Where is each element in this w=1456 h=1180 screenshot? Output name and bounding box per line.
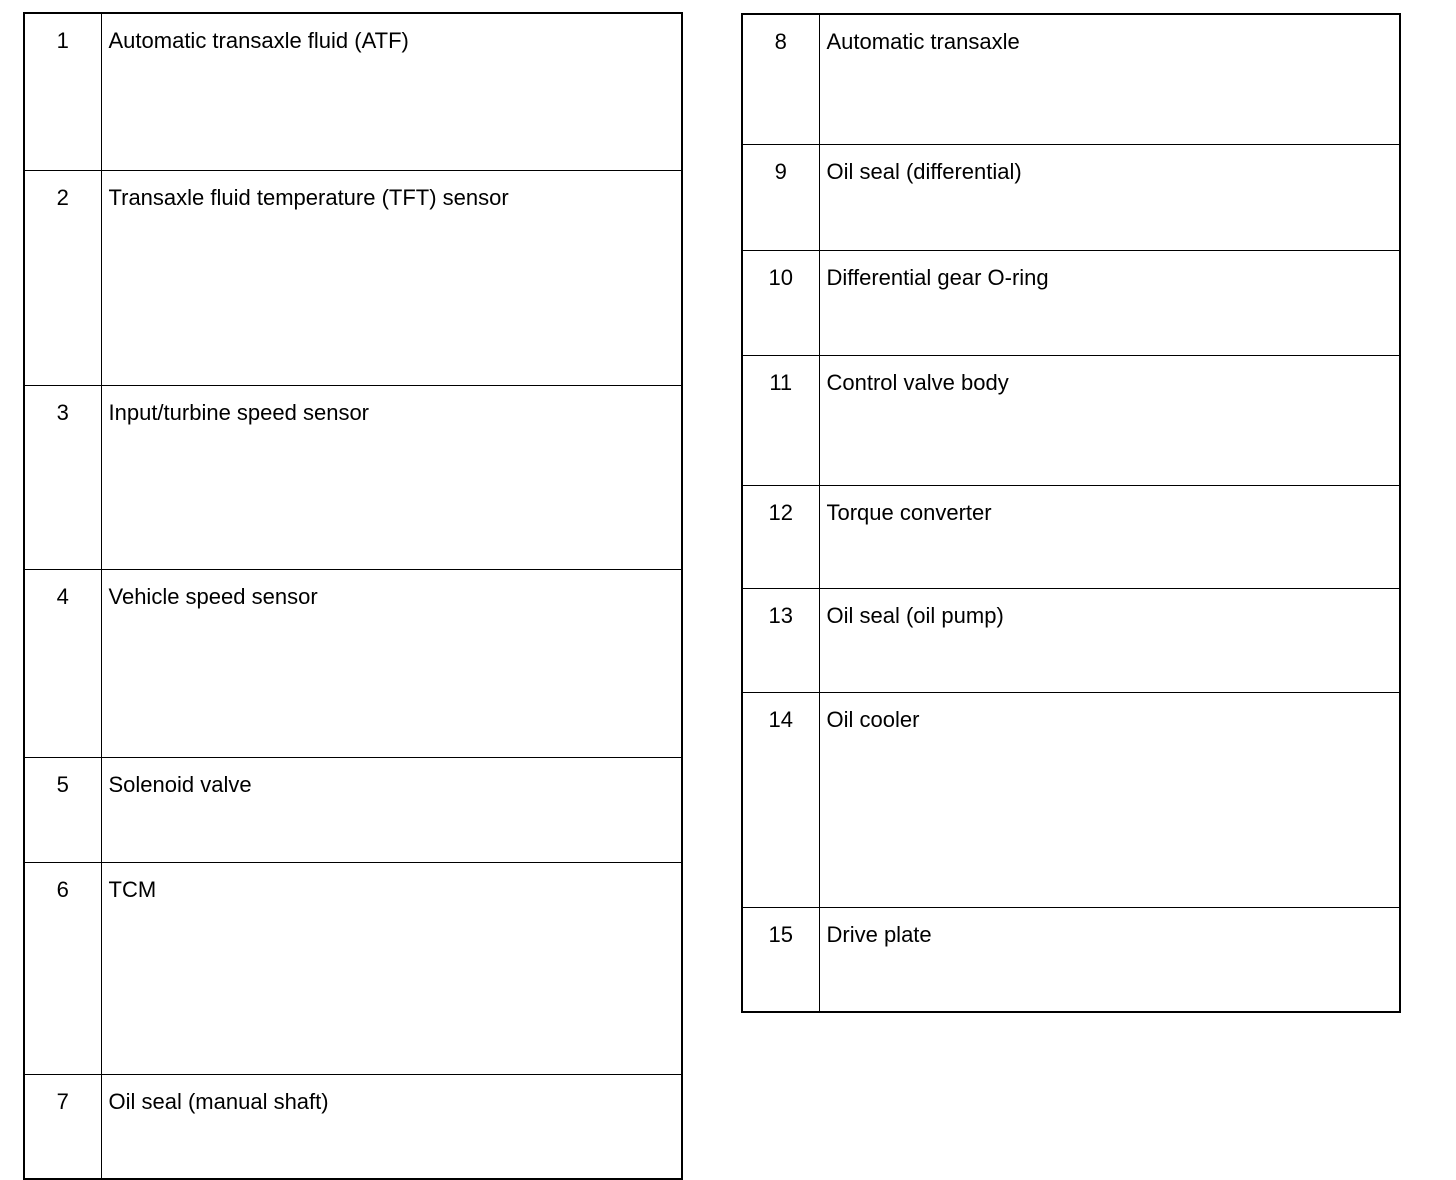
part-number: 15 bbox=[742, 908, 819, 1013]
parts-table-right bbox=[741, 13, 1401, 1013]
table-row bbox=[24, 13, 682, 171]
part-name: Automatic transaxle fluid (ATF) bbox=[101, 13, 682, 171]
part-name: Oil seal (oil pump) bbox=[819, 589, 1400, 693]
table-row bbox=[24, 386, 682, 570]
part-number: 9 bbox=[742, 145, 819, 251]
table-row bbox=[24, 758, 682, 863]
part-name: TCM bbox=[101, 863, 682, 1075]
table-row bbox=[24, 1075, 682, 1180]
part-number: 10 bbox=[742, 251, 819, 356]
part-name: Drive plate bbox=[819, 908, 1400, 1013]
part-name: Oil cooler bbox=[819, 693, 1400, 908]
part-number: 1 bbox=[24, 13, 101, 171]
part-number: 4 bbox=[24, 570, 101, 758]
table-row bbox=[742, 145, 1400, 251]
table-row bbox=[742, 356, 1400, 486]
part-number: 3 bbox=[24, 386, 101, 570]
part-number: 2 bbox=[24, 171, 101, 386]
part-number: 8 bbox=[742, 14, 819, 145]
parts-table-left bbox=[23, 12, 683, 1180]
table-row bbox=[742, 693, 1400, 908]
part-name: Input/turbine speed sensor bbox=[101, 386, 682, 570]
table-row bbox=[742, 14, 1400, 145]
part-name: Automatic transaxle bbox=[819, 14, 1400, 145]
table-row bbox=[24, 171, 682, 386]
part-number: 6 bbox=[24, 863, 101, 1075]
part-name: Control valve body bbox=[819, 356, 1400, 486]
part-name: Transaxle fluid temperature (TFT) sensor bbox=[101, 171, 682, 386]
table-row bbox=[24, 570, 682, 758]
part-number: 11 bbox=[742, 356, 819, 486]
part-number: 12 bbox=[742, 486, 819, 589]
part-name: Torque converter bbox=[819, 486, 1400, 589]
part-number: 14 bbox=[742, 693, 819, 908]
table-row bbox=[742, 589, 1400, 693]
part-number: 7 bbox=[24, 1075, 101, 1180]
part-name: Oil seal (differential) bbox=[819, 145, 1400, 251]
part-number: 13 bbox=[742, 589, 819, 693]
part-number: 5 bbox=[24, 758, 101, 863]
table-row bbox=[742, 908, 1400, 1013]
table-row bbox=[24, 863, 682, 1075]
part-name: Solenoid valve bbox=[101, 758, 682, 863]
table-row bbox=[742, 486, 1400, 589]
part-name: Vehicle speed sensor bbox=[101, 570, 682, 758]
table-row bbox=[742, 251, 1400, 356]
part-name: Differential gear O-ring bbox=[819, 251, 1400, 356]
part-name: Oil seal (manual shaft) bbox=[101, 1075, 682, 1180]
